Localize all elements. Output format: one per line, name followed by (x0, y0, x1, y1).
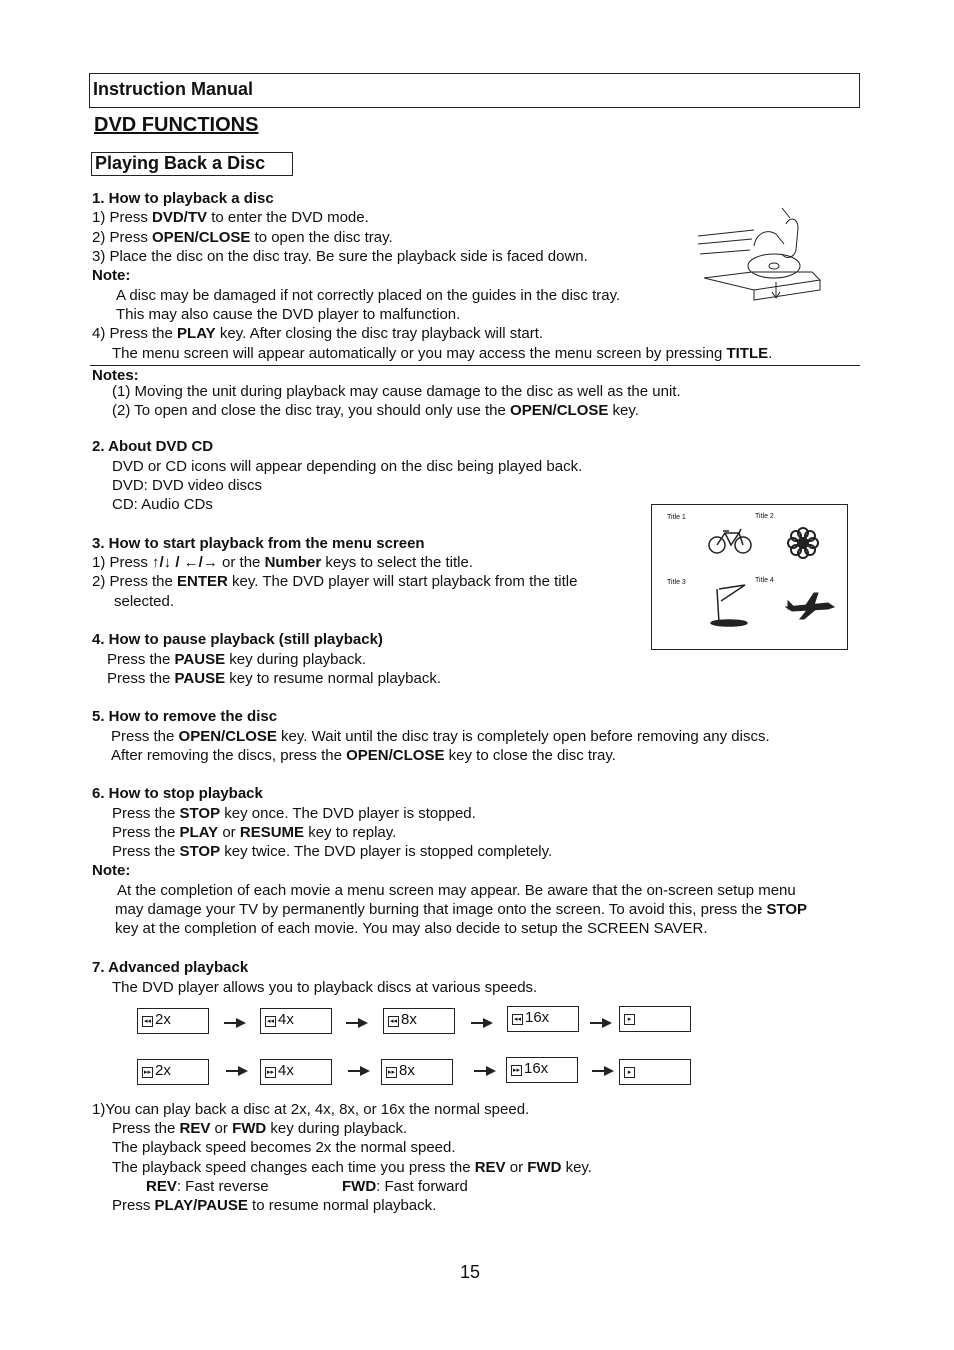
rewind-icon: ◂◂ (266, 1018, 275, 1025)
s1-heading: 1. How to playback a disc (92, 190, 274, 207)
arrow-right-icon (226, 1065, 248, 1077)
s6-note-label: Note: (92, 862, 131, 879)
section-title: DVD FUNCTIONS (94, 114, 259, 136)
arrow-right-icon (348, 1065, 370, 1077)
rev-speed-box: ◂◂ 8x (383, 1008, 455, 1034)
arrow-right-icon (590, 1017, 612, 1029)
menu-title2-label: Title 2 (755, 513, 774, 520)
fwd-speed-box: ▸▸ 8x (381, 1059, 453, 1085)
fwd-speed-box: ▸▸ 2x (137, 1059, 209, 1085)
fwd-speed-box: ▸▸ 4x (260, 1059, 332, 1085)
manual-title: Instruction Manual (93, 79, 254, 99)
s1-note-label: Note: (92, 267, 131, 284)
rev-speed-box: ◂◂ 16x (507, 1006, 579, 1032)
s4-heading: 4. How to pause playback (still playback) (92, 631, 383, 648)
fast-forward-icon: ▸▸ (387, 1069, 396, 1076)
s6-heading: 6. How to stop playback (92, 785, 263, 802)
arrow-right-icon (346, 1017, 368, 1029)
arrow-right-icon (592, 1065, 614, 1077)
s6-line3: Press the STOP key twice. The DVD player is stopped completely. (112, 843, 553, 860)
s2-line2: DVD: DVD video discs (112, 477, 263, 494)
s7-para6: Press PLAY/PAUSE to resume normal playback. (112, 1197, 437, 1214)
menu-title4-label: Title 4 (755, 577, 774, 584)
s7-para3: The playback speed becomes 2x the normal speed. (112, 1139, 456, 1156)
s7-para2: Press the REV or FWD key during playback. (112, 1120, 408, 1137)
s4-line1: Press the PAUSE key during playback. (107, 651, 367, 668)
play-icon: ▸ (624, 1014, 635, 1025)
s1-notes-label: Notes: (92, 367, 139, 384)
s1-notes-line1: (1) Moving the unit during playback may cause damage to the disc as well as the unit. (112, 383, 681, 400)
s5-line2: After removing the discs, press the OPEN/CLOSE key to close the disc tray. (111, 747, 616, 764)
s7-para4: The playback speed changes each time you press the REV or FWD key. (112, 1159, 592, 1176)
s5-heading: 5. How to remove the disc (92, 708, 278, 725)
s7-line1: The DVD player allows you to playback discs at various speeds. (112, 979, 538, 996)
s7-para1: 1)You can play back a disc at 2x, 4x, 8x, or 16x the normal speed. (92, 1101, 530, 1118)
divider (90, 365, 860, 366)
s1-line5: The menu screen will appear automatically or you may access the menu screen by pressing TITLE. (112, 345, 773, 362)
s2-line1: DVD or CD icons will appear depending on the disc being played back. (112, 458, 583, 475)
page-number: 15 (460, 1262, 481, 1282)
rewind-icon: ◂◂ (389, 1018, 398, 1025)
s3-line2: 2) Press the ENTER key. The DVD player will start playback from the title (92, 573, 578, 590)
rev-definition: REV: Fast reverse (146, 1178, 269, 1195)
flower-icon (785, 525, 821, 561)
fwd-definition: FWD: Fast forward (342, 1178, 468, 1195)
rev-speed-box: ◂◂ 2x (137, 1008, 209, 1034)
s3-heading: 3. How to start playback from the menu screen (92, 535, 425, 552)
s6-note-line3: key at the completion of each movie. You may also decide to setup the SCREEN SAVER. (115, 920, 708, 937)
s1-notes-line2: (2) To open and close the disc tray, you should only use the OPEN/CLOSE key. (112, 402, 639, 419)
s1-line3: 3) Place the disc on the disc tray. Be sure the playback side is faced down. (92, 248, 588, 265)
arrow-right-icon (474, 1065, 496, 1077)
fwd-speed-box: ▸▸ 16x (506, 1057, 578, 1083)
s1-line4: 4) Press the PLAY key. After closing the disc tray playback will start. (92, 325, 544, 342)
s1-line2: 2) Press OPEN/CLOSE to open the disc tray. (92, 229, 393, 246)
s6-note-line1: At the completion of each movie a menu screen may appear. Be aware that the on-screen setup menu (117, 882, 796, 899)
s3-line1: 1) Press ↑/↓ / ←/→ or the Number keys to select the title. (92, 554, 473, 571)
disc-tray-illustration (694, 206, 824, 306)
menu-screen (651, 504, 848, 650)
rewind-icon: ◂◂ (513, 1016, 522, 1023)
s2-line3: CD: Audio CDs (112, 496, 213, 513)
subsection-title: Playing Back a Disc (95, 153, 266, 173)
s6-line1: Press the STOP key once. The DVD player is stopped. (112, 805, 476, 822)
s1-note-line2: This may also cause the DVD player to malfunction. (116, 306, 461, 323)
airplane-icon (784, 589, 836, 623)
golf-flag-icon (707, 583, 757, 631)
s4-line2: Press the PAUSE key to resume normal playback. (107, 670, 442, 687)
s7-heading: 7. Advanced playback (92, 959, 249, 976)
s3-line3: selected. (114, 593, 175, 610)
menu-title3-label: Title 3 (667, 579, 686, 586)
s6-note-line2: may damage your TV by permanently burning that image onto the screen. To avoid this, press the STOP (115, 901, 808, 918)
s5-line1: Press the OPEN/CLOSE key. Wait until the disc tray is completely open before removing any discs. (111, 728, 770, 745)
play-icon: ▸ (624, 1067, 635, 1078)
s1-note-line1: A disc may be damaged if not correctly placed on the guides in the disc tray. (116, 287, 621, 304)
rev-speed-box: ◂◂ 4x (260, 1008, 332, 1034)
fast-forward-icon: ▸▸ (266, 1069, 275, 1076)
play-box (619, 1006, 691, 1032)
s1-line1: 1) Press DVD/TV to enter the DVD mode. (92, 209, 369, 226)
fast-forward-icon: ▸▸ (512, 1067, 521, 1074)
fast-forward-icon: ▸▸ (143, 1069, 152, 1076)
arrow-right-icon (224, 1017, 246, 1029)
bicycle-icon (707, 527, 757, 557)
s2-heading: 2. About DVD CD (92, 438, 214, 455)
s6-line2: Press the PLAY or RESUME key to replay. (112, 824, 397, 841)
menu-title1-label: Title 1 (667, 514, 686, 521)
play-box (619, 1059, 691, 1085)
rewind-icon: ◂◂ (143, 1018, 152, 1025)
arrow-right-icon (471, 1017, 493, 1029)
